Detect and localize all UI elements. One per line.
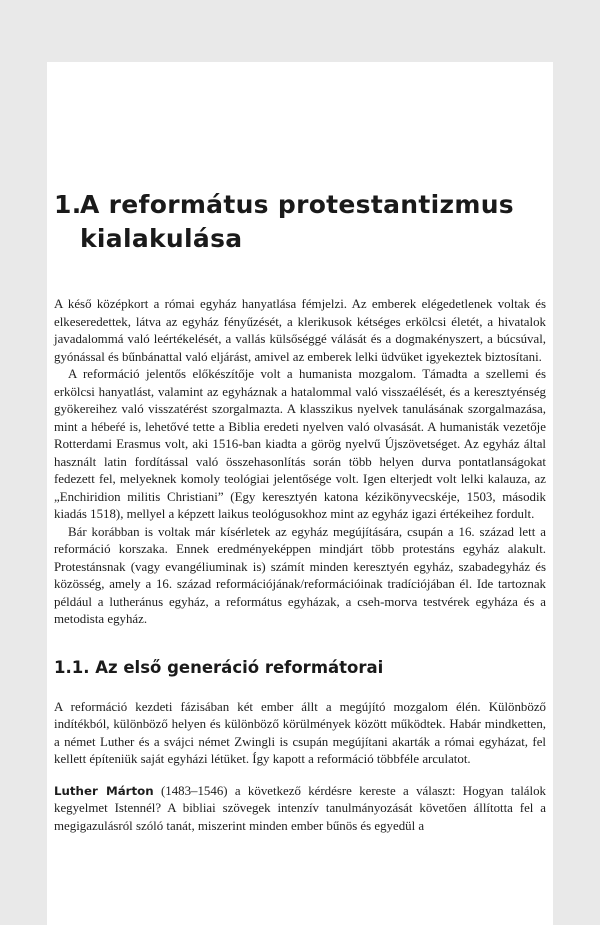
luther-name: Luther Márton (54, 783, 154, 798)
section-heading: 1.1. Az első generáció reformátorai (54, 657, 384, 677)
paragraph-2: A reformáció jelentős előkészítője volt a humanista mozgalom. Támadta a szellemi és erkölcsi hanyatlást, valamint az egyháznak a hatalommal való visszaélését, és a keresztyénség gyökereihez való visszatérést szorgalmazta. A klasszikus nyelvek tanulásának szorgalmazása, mint a hébeŕé is, lehetővé tette a Biblia eredeti nyelven való olvasását. A humanisták vezetője Rotterdami Erasmus volt, aki 1516-ban kiadta a görög nyelvű Újszövetséget. Az egyház által használt latin fordítással való összehasonlítás során több helyen durva pontatlanságokat fedezett fel, melyeknek komoly teológiai jelentősége volt. Igen elterjedt volt lelki kalauza, az „Enchiridion militis Christiani” (Egy keresztyén katona kézikönyvecskéje, 1503, második kiadás 1518), mellyel a képzett laikus teológusokhoz mint az egyház igazi értékeihez fordult. (54, 367, 546, 521)
chapter-title (54, 188, 546, 256)
section-paragraph: A reformáció kezdeti fázisában két ember állt a megújító mozgalom élén. Különböző indítékból, különböző helyen és különböző körülmények között működtek. Habár mindketten, a német Luther és a svájci német Zwingli is csupán megújítani akarták a római egyházat, fel kellett építeniük saját egyházi létüket. Így kapott a reformáció többféle arculatot. (54, 699, 546, 766)
chapter-title-line1: A református protestantizmus (80, 190, 514, 219)
luther-paragraph (54, 783, 546, 836)
luther-text: (1483–1546) a következő kérdésre kereste a választ: Hogyan találok kegyelmet Istennél? A bibliai szövegek intenzív tanulmányozását követően állította fel a megigazulásról szóló tanát, miszerint minden ember bűnös és egyedül a (54, 783, 546, 833)
chapter-number: 1. (54, 190, 82, 219)
chapter-title-line2: kialakulása (80, 224, 243, 253)
page-content (54, 188, 546, 835)
book-page (47, 62, 553, 925)
paragraph-3: Bár korábban is voltak már kísérletek az egyház megújítására, csupán a 16. század lett a reformáció korszaka. Ennek eredményeképpen mindjárt több protestáns egyház alakult. Protestánsnak (vagy evangéliuminak is) számít minden keresztyén egyház, szabadegyház és közösség, amely a 16. század reformációjának/reformációinak tradíciójában él. Ide tartoznak például a lutheránus egyház, a református egyházak, a cseh-morva testvérek egyháza és a metodista egyház. (54, 524, 546, 626)
paragraph-1: A késő középkort a római egyház hanyatlása fémjelzi. Az emberek elégedetlenek voltak és elkeseredettek, látva az egyház fényűzését, a klerikusok kétséges erkölcsi életét, a hivatalok javadalommá való leértékelését, a vallás külsőséggé válását és a dogmakényszert, a búcsúval, gyónással és bűnbánattal való eljárást, amivel az emberek lelki üdvüket igyekeztek biztosítani. (54, 297, 546, 364)
intro-text (54, 296, 546, 629)
